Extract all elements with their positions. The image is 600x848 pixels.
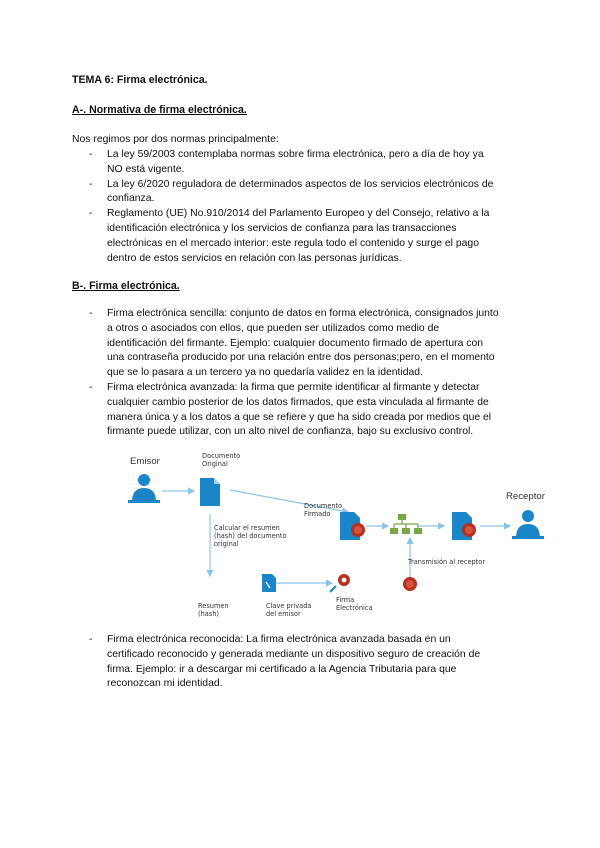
signed-document-icon [340, 512, 365, 540]
page-title: TEMA 6: Firma electrónica. [72, 74, 208, 86]
transmision-label: Transmisión al receptor [408, 558, 486, 566]
section-b-list-continued [89, 633, 481, 692]
list-bullet: - [89, 208, 93, 220]
network-icon [390, 514, 422, 534]
list-item: - La ley 59/2003 contemplaba normas sobre firma electrónica, pero a día de hoy ya NO está vigente. [89, 149, 484, 175]
list-item: - Firma electrónica avanzada: la firma que permite identificar al firmante y detectar cualquier cambio posterior de los datos firmados, que esta vinculada al firmante de manera única y a los datos a que se refiere y que ha sido creada por medios que el firmante puede utilizar, con un alto nivel de confianza, bajo su exclusivo control. [89, 381, 492, 438]
document-original-icon [200, 478, 220, 506]
list-bullet: - [89, 634, 93, 645]
hash-document-icon [262, 574, 276, 592]
transmitted-document-icon [452, 512, 476, 540]
list-bullet: - [89, 381, 93, 393]
list-bullet: - [89, 149, 93, 160]
list-item: - Reglamento (UE) No.910/2014 del Parlamento Europeo y del Consejo, relativo a la identificación electrónica y los servicios de confianza para las transacciones electrónicas en el mercado interior: este regula todo el contenido y surge el pago dentro de estos servicios en relación con las personas jurídicas. [89, 208, 490, 264]
firma-electronica-label: Firma Electrónica [336, 596, 373, 612]
list-item: - Firma electrónica reconocida: La firma electrónica avanzada basada en un certificado reconocido y generada mediante un dispositivo seguro de creación de firma. Ejemplo: ir a descargar mi certificado a la Agencia Tributaria para que reconozcan mi identidad. [89, 634, 481, 690]
signature-seal-icon [403, 577, 417, 591]
resumen-label: Resumen (hash) [198, 602, 229, 618]
documento-original-label: Documento Original [202, 452, 241, 468]
receptor-person-icon [512, 510, 544, 539]
list-item: - Firma electrónica sencilla: conjunto de datos en forma electrónica, consignados junto a otros o asociados con ellos, que pueden ser utilizados como medio de identificación del firmante. Ejemplo: cualquier documento firmado de apertura con una contraseña producido por una relación entre dos personas;pero, en el momento que se lo pasara a un tercero ya no quedaría validez en la identidad. [89, 308, 499, 379]
emisor-person-icon [128, 474, 160, 503]
emisor-label: Emisor [130, 456, 160, 467]
section-a-list [89, 148, 494, 266]
section-a-intro: Nos regimos por dos normas principalmente: [72, 134, 279, 145]
list-item: - La ley 6/2020 reguladora de determinados aspectos de los servicios electrónicos de confianza. [89, 178, 494, 205]
private-key-icon [330, 574, 350, 592]
section-b-heading: B-. Firma electrónica. [72, 280, 180, 292]
receptor-label: Receptor [506, 491, 545, 502]
list-bullet: - [89, 308, 93, 319]
calcular-resumen-label: Calcular el resumen (hash) del documento original [214, 524, 287, 548]
section-b-list [89, 307, 499, 440]
clave-privada-label: Clave privada del emisor [266, 602, 312, 618]
section-a-heading: A-. Normativa de firma electrónica. [72, 104, 247, 116]
documento-firmado-label: Documento Firmado [304, 502, 343, 518]
signature-flow-diagram [118, 450, 558, 626]
list-bullet: - [89, 178, 93, 190]
